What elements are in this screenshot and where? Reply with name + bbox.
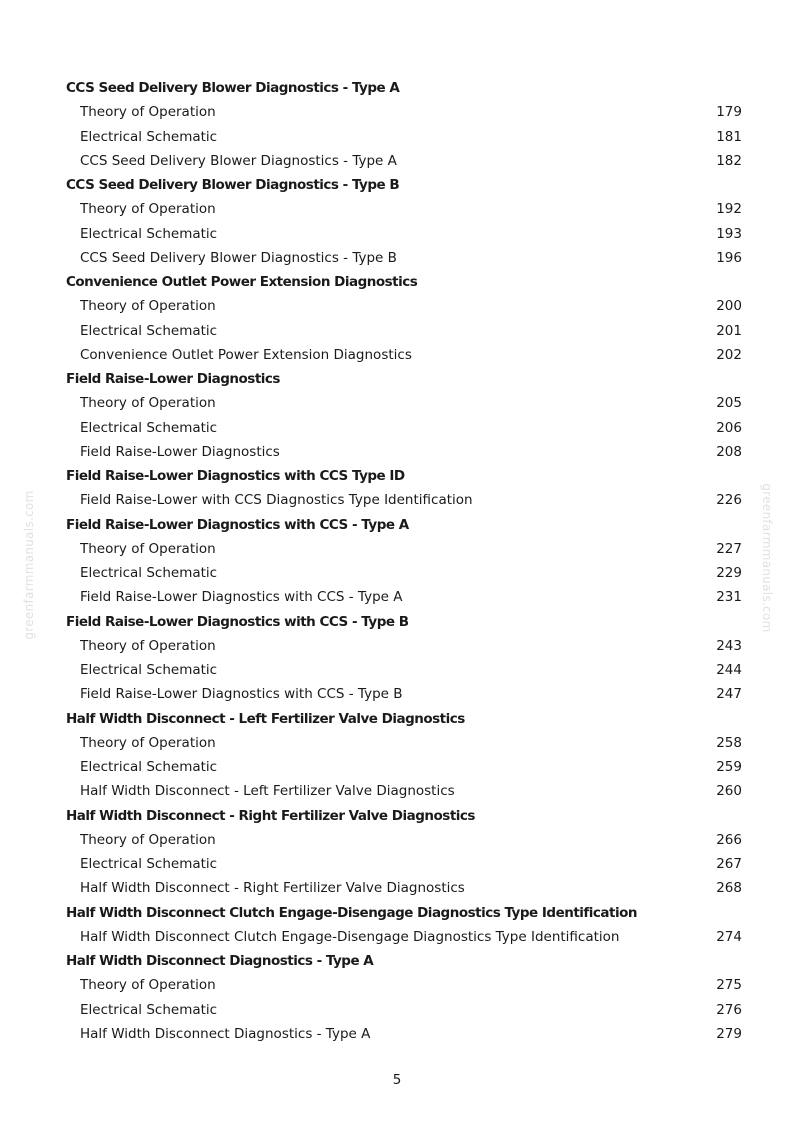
toc-entry-page: 244 [716,662,742,678]
toc-entry[interactable] [66,658,742,682]
toc-entry-label: Theory of Operation [80,298,216,315]
toc-entry-page: 227 [716,540,742,557]
toc-entry-label: Half Width Disconnect Clutch Engage-Disengage Diagnostics Type Identification [80,928,620,945]
toc-section-heading[interactable]: Half Width Disconnect - Left Fertilizer Valve Diagnostics [66,710,465,727]
toc-section-heading[interactable]: Half Width Disconnect Clutch Engage-Disengage Diagnostics Type Identification [66,904,637,921]
toc-entry-label: Electrical Schematic [80,225,218,242]
toc-entry-page: 205 [716,395,742,412]
toc-entry-label: Theory of Operation [80,104,216,121]
toc-entry[interactable] [66,852,742,876]
toc-entry[interactable] [66,222,742,246]
toc-entry[interactable] [66,294,742,318]
toc-entry-page: 266 [716,831,742,848]
toc-entry[interactable] [66,876,742,900]
toc-entry-label: Electrical Schematic [80,419,218,436]
toc-entry-label: Half Width Disconnect Diagnostics - Type A [80,1025,371,1042]
toc-entry[interactable] [66,561,742,585]
toc-entry-label: Field Raise-Lower Diagnostics with CCS - Type A [80,589,403,606]
toc-entry-label: Field Raise-Lower Diagnostics with CCS - Type B [80,686,403,703]
toc-entry[interactable] [66,585,742,609]
toc-entry-page: 258 [716,734,742,751]
toc-entry-page: 181 [716,128,742,145]
toc-entry[interactable] [66,440,742,464]
toc-entry[interactable] [66,998,742,1022]
toc-entry-page: 274 [716,928,742,945]
toc-entry-label: Convenience Outlet Power Extension Diagnostics [80,346,412,363]
toc-entry[interactable] [66,488,742,512]
toc-entry-page: 182 [716,152,742,169]
toc-entry-page: 259 [716,759,742,775]
toc-entry[interactable] [66,343,742,367]
toc-entry-label: CCS Seed Delivery Blower Diagnostics - Type A [80,152,397,169]
toc-entry-label: Theory of Operation [80,637,216,654]
toc-entry-label: Electrical Schematic [80,322,218,339]
toc-entry-page: 208 [716,443,742,460]
toc-entry-label: Theory of Operation [80,201,216,218]
toc-entry-page: 243 [716,637,742,654]
toc-entry-page: 192 [716,201,742,218]
toc-entry[interactable] [66,246,742,270]
watermark-right: greenfarmmanuals.com [760,483,774,633]
toc-section-heading[interactable]: CCS Seed Delivery Blower Diagnostics - Type B [66,177,400,193]
toc-entry-label: Theory of Operation [80,831,216,848]
toc-entry[interactable] [66,731,742,755]
toc-entry-label: Electrical Schematic [80,856,218,872]
toc-entry[interactable] [66,319,742,343]
toc-entry[interactable] [66,391,742,415]
toc-section-heading[interactable]: Convenience Outlet Power Extension Diagnostics [66,274,418,290]
toc-section-heading[interactable]: Field Raise-Lower Diagnostics with CCS - Type A [66,516,409,533]
toc-entry-label: CCS Seed Delivery Blower Diagnostics - Type B [80,249,397,266]
toc-entry-label: Electrical Schematic [80,759,218,775]
toc-entry[interactable] [66,100,742,124]
toc-entry-page: 267 [716,856,742,872]
toc-entry[interactable] [66,537,742,561]
toc-entry[interactable] [66,779,742,803]
toc-entry-page: 260 [716,783,742,800]
toc-entry-label: Theory of Operation [80,977,216,994]
toc-section-heading[interactable]: Half Width Disconnect Diagnostics - Type A [66,953,374,969]
toc-entry-label: Half Width Disconnect - Left Fertilizer Valve Diagnostics [80,783,455,800]
toc-entry[interactable] [66,828,742,852]
toc-entry-page: 226 [716,492,742,509]
toc-entry-page: 276 [716,1001,742,1018]
toc-entry-label: Electrical Schematic [80,662,218,678]
toc-entry-page: 268 [716,880,742,897]
toc-entry-page: 202 [716,346,742,363]
toc-entry-page: 247 [716,686,742,703]
toc-entry-page: 193 [716,225,742,242]
watermark-left: greenfarmmanuals.com [22,490,36,640]
toc-entry-label: Theory of Operation [80,540,216,557]
toc-entry-page: 201 [716,322,742,339]
toc-entry[interactable] [66,682,742,706]
toc-entry-label: Electrical Schematic [80,1001,218,1018]
toc-entry-page: 279 [716,1025,742,1042]
toc-entry[interactable] [66,755,742,779]
toc-section-heading[interactable]: Field Raise-Lower Diagnostics [66,371,280,387]
toc-section-heading[interactable]: Field Raise-Lower Diagnostics with CCS Type ID [66,468,405,484]
toc-entry-page: 229 [716,565,742,581]
toc-entry-label: Electrical Schematic [80,565,218,581]
toc-entry-page: 196 [716,249,742,266]
toc-entry-label: Theory of Operation [80,734,216,751]
toc-entry-page: 206 [716,419,742,436]
toc-entry-label: Field Raise-Lower Diagnostics [80,443,280,460]
toc-entry[interactable] [66,197,742,221]
toc-section-heading[interactable]: CCS Seed Delivery Blower Diagnostics - Type A [66,80,400,96]
toc-entry-label: Electrical Schematic [80,128,218,145]
toc-entry[interactable] [66,125,742,149]
toc-entry[interactable] [66,1022,742,1046]
toc-entry-page: 231 [716,589,742,606]
toc-entry-label: Half Width Disconnect - Right Fertilizer Valve Diagnostics [80,880,465,897]
toc-entry-page: 275 [716,977,742,994]
toc-entry[interactable] [66,149,742,173]
toc-entry-page: 200 [716,298,742,315]
toc-entry[interactable] [66,416,742,440]
toc-entry-page: 179 [716,104,742,121]
toc-entry[interactable] [66,973,742,997]
toc-section-heading[interactable]: Half Width Disconnect - Right Fertilizer Valve Diagnostics [66,807,475,824]
toc-entry-label: Field Raise-Lower with CCS Diagnostics Type Identification [80,492,473,509]
toc-entry[interactable] [66,634,742,658]
toc-section-heading[interactable]: Field Raise-Lower Diagnostics with CCS - Type B [66,613,409,630]
table-of-contents [66,76,742,1046]
toc-entry[interactable] [66,925,742,949]
toc-entry-label: Theory of Operation [80,395,216,412]
page-number: 5 [392,1072,402,1088]
